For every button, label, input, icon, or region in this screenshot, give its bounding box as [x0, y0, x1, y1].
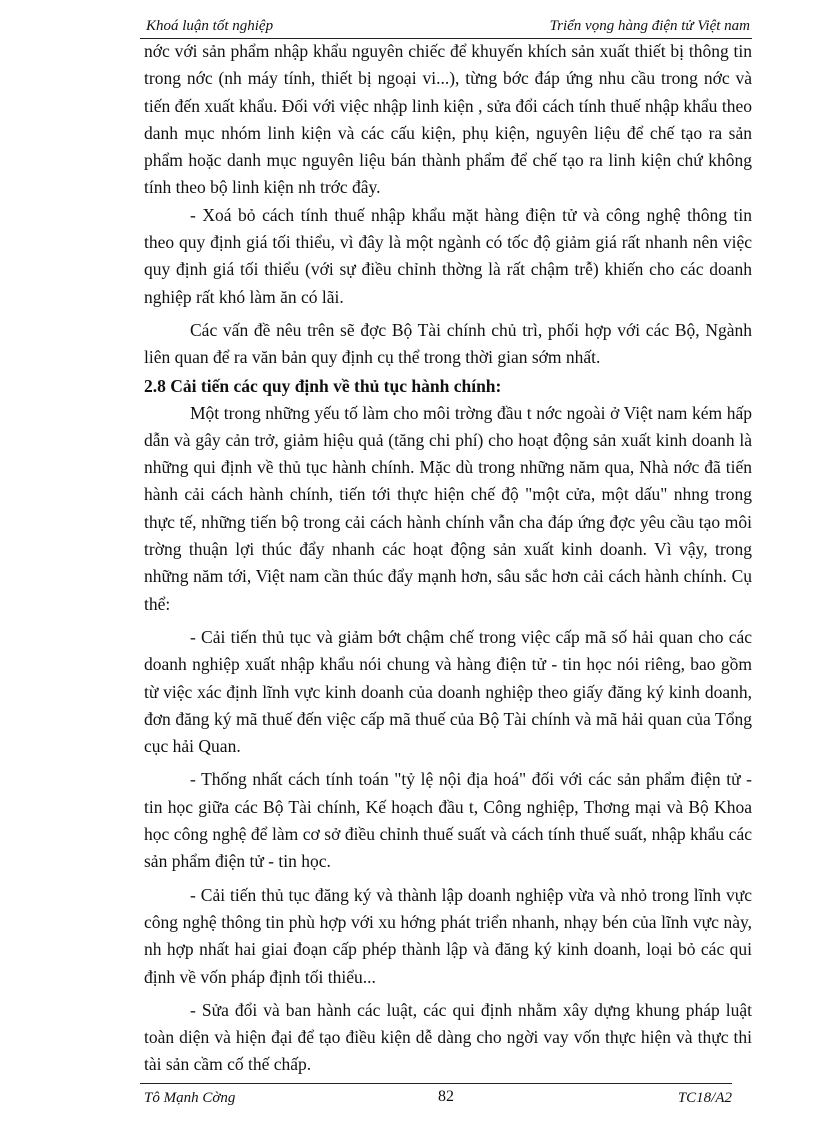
paragraph-business-registration: - Cải tiến thủ tục đăng ký và thành lập doanh nghiệp vừa và nhỏ trong lĩnh vực công nghệ thông tin phù hợp với xu hớng phát triển nhanh, nhạy bén của lĩnh vực này, nh hợp nhất hai giai đoạn cấp phép thành lập và đăng ký kinh doanh, loại bỏ các qui định về vốn pháp định tối thiểu... [144, 884, 752, 987]
footer-author: Tô Mạnh Cờng [144, 1090, 236, 1106]
footer-page-number: 82 [438, 1088, 454, 1105]
section-heading-2-8: 2.8 Cải tiến các quy định về thủ tục hành chính: [144, 375, 502, 396]
paragraph-customs-code: - Cải tiến thủ tục và giảm bớt chậm chế trong việc cấp mã số hải quan cho các doanh nghiệp xuất nhập khẩu nói chung và hàng điện tử - tin học nói riêng, bao gồm từ việc xác định lĩnh vực kinh doanh của doanh nghiệp theo giấy đăng ký kinh doanh, đơn đăng ký mã thuế đến việc cấp mã thuế của Bộ Tài chính và mã hải quan của Tổng cục hải Quan. [144, 626, 752, 757]
header-document-type: Khoá luận tốt nghiệp [146, 18, 274, 34]
paragraph-localization-rate: - Thống nhất cách tính toán "tỷ lệ nội địa hoá" đối với các sản phẩm điện tử - tin học giữa các Bộ Tài chính, Kế hoạch đầu t, Công nghiệp, Thơng mại và Bộ Khoa học công nghệ để làm cơ sở điều chỉnh thuế suất và cách tính thuế suất, nhập khẩu các sản phẩm điện tử - tin học. [144, 769, 752, 872]
page-footer [140, 1083, 732, 1110]
page-header [140, 16, 752, 39]
paragraph-tax-minimum-price: - Xoá bỏ cách tính thuế nhập khẩu mặt hàng điện tử và công nghệ thông tin theo quy định giá tối thiểu, vì đây là một ngành có tốc độ giảm giá rất nhanh nên việc quy định giá tối thiểu (với sự điều chỉnh thờng là rất chậm trễ) khiến cho các doanh nghiệp rất khó làm ăn có lãi. [144, 204, 752, 307]
paragraph-admin-procedures-intro: Một trong những yếu tố làm cho môi trờng đầu t nớc ngoài ở Việt nam kém hấp dẫn và gây cản trở, giảm hiệu quả (tăng chi phí) cho hoạt động sản xuất kinh doanh là những qui định về thủ tục hành chính. Mặc dù trong những năm qua, Nhà nớc đã tiến hành cải cách hành chính, tiến tới thực hiện chế độ "một cửa, một dấu" nhng trong thực tế, những tiến bộ trong cải cách hành chính vẫn cha đáp ứng đợc yêu cầu tạo môi trờng thuận lợi thúc đẩy nhanh các hoạt động sản xuất kinh doanh. Vì vậy, trong những năm tới, Việt nam cần thúc đẩy mạnh hơn, sâu sắc hơn cải cách hành chính. Cụ thể: [144, 402, 752, 614]
header-document-title: Triển vọng hàng điện tử Việt nam [549, 18, 750, 34]
footer-class-code: TC18/A2 [677, 1090, 732, 1106]
paragraph-ministry-responsibility: Các vấn đề nêu trên sẽ đợc Bộ Tài chính chủ trì, phối hợp với các Bộ, Ngành liên quan để ra văn bản quy định cụ thể trong thời gian sớm nhất. [144, 319, 752, 368]
paragraph-continuation: nớc với sản phẩm nhập khẩu nguyên chiếc để khuyến khích sản xuất thiết bị thông tin trong nớc (nh máy tính, thiết bị ngoại vi...), từng bớc đáp ứng nhu cầu trong nớc và tiến đến xuất khẩu. Đối với việc nhập linh kiện , sửa đổi cách tính thuế nhập khẩu theo danh mục nhóm linh kiện và các cấu kiện, phụ kiện, nguyên liệu để chế tạo ra sản phẩm hoặc danh mục nguyên liệu bán thành phẩm để chế tạo ra linh kiện chứ không tính theo bộ linh kiện nh trớc đây. [144, 41, 752, 198]
page-body [144, 38, 752, 1079]
paragraph-legal-framework: - Sửa đổi và ban hành các luật, các qui định nhằm xây dựng khung pháp luật toàn diện và hiện đại để tạo điều kiện dễ dàng cho ngời vay vốn thực hiện và thực thi tài sản cầm cố thế chấp. [144, 999, 752, 1075]
